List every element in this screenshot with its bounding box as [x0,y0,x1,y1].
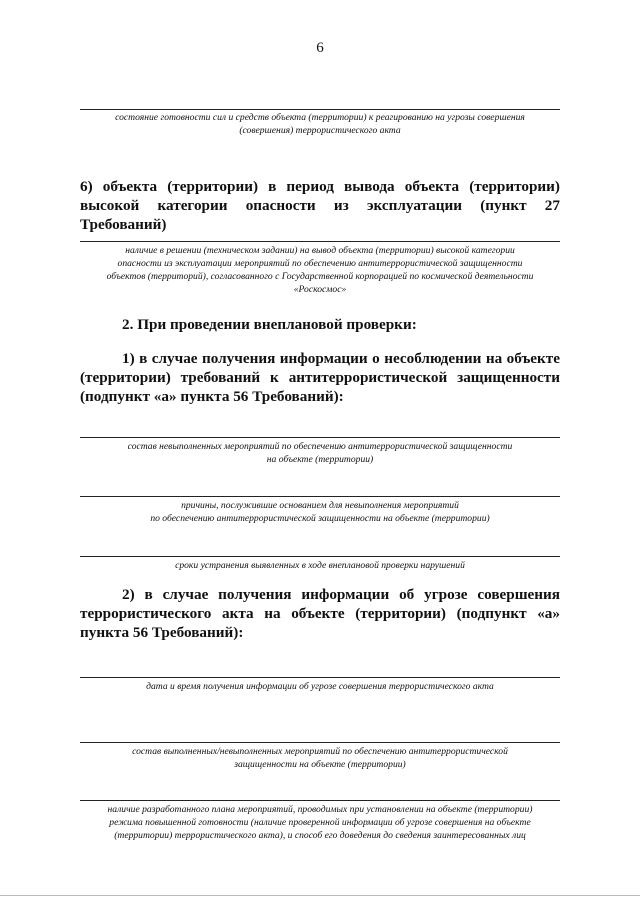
blank-line-unfulfilled [80,437,560,438]
caption-line: по обеспечению антитеррористической защищенности на объекте (территории) [150,513,490,524]
heading-2-2-threat [80,585,560,642]
heading-2-unscheduled: 2. При проведении внеплановой проверки: [122,316,417,333]
caption-readiness [80,111,560,137]
caption-line: наличие в решении (техническом задании) на вывод объекта (территории) высокой категории [125,245,515,256]
scan-edge-line [0,895,640,896]
blank-line-threat-time [80,677,560,678]
caption-line: состав выполненных/невыполненных мероприятий по обеспечению антитеррористической [132,746,508,757]
heading-line: 6) объекта (территории) в период вывода объекта (территории) [80,178,560,195]
caption-line: состав невыполненных мероприятий по обеспечению антитеррористической защищенности [127,441,513,452]
blank-line-decommission [80,241,560,242]
caption-decommission [80,244,560,296]
caption-unfulfilled [80,440,560,466]
caption-line: причины, послужившие основанием для невыполнения мероприятий [181,500,459,511]
heading-line: террористического акта на объекте (территории) (подпункт «а» [80,605,560,622]
caption-line: режима повышенной готовности (наличие проверенной информации об угрозе совершения на объекте [109,817,531,828]
caption-line: объектов (территорий), согласованного с Государственной корпорацией по космической деятельности [106,271,534,282]
caption-line: на объекте (территории) [266,454,374,465]
heading-line: (подпункт «а» пункта 56 Требований): [80,388,344,405]
caption-measures [80,745,560,771]
caption-line: сроки устранения выявленных в ходе внеплановой проверки нарушений [175,560,465,571]
heading-line: высокой категории опасности из эксплуатации (пункт 27 Требований) [80,197,560,233]
caption-line: (совершения) террористического акта [239,125,401,136]
blank-line-reasons [80,496,560,497]
blank-line-plan [80,800,560,801]
page-number: 6 [316,40,324,56]
heading-2-1-noncompliance [80,349,560,406]
caption-reasons [80,499,560,525]
caption-line: наличие разработанного плана мероприятий, проводимых при установлении на объекте (территории) [107,804,533,815]
caption-line: (территории) террористического акта), и способ его доведения до сведения заинтересованных лиц [114,830,526,841]
caption-line: защищенности на объекте (территории) [234,759,406,770]
caption-line: дата и время получения информации об угрозе совершения террористического акта [146,681,494,692]
heading-line: пункта 56 Требований): [80,624,244,641]
caption-threat-time [80,680,560,693]
blank-line-readiness [80,109,560,110]
blank-line-deadlines [80,556,560,557]
heading-line: 2) в случае получения информации об угрозе совершения [122,586,560,603]
heading-line: 1) в случае получения информации о несоблюдении на объекте [122,350,560,367]
blank-line-measures [80,742,560,743]
caption-deadlines [80,559,560,572]
heading-6-decommission [80,177,560,234]
caption-line: «Роскосмос» [293,284,347,295]
heading-line: (территории) требований к антитеррористической защищенности [80,369,560,386]
caption-plan [80,803,560,842]
caption-line: состояние готовности сил и средств объекта (территории) к реагированию на угрозы совершения [115,112,525,123]
caption-line: опасности из эксплуатации мероприятий по обеспечению антитеррористической защищенности [117,258,523,269]
